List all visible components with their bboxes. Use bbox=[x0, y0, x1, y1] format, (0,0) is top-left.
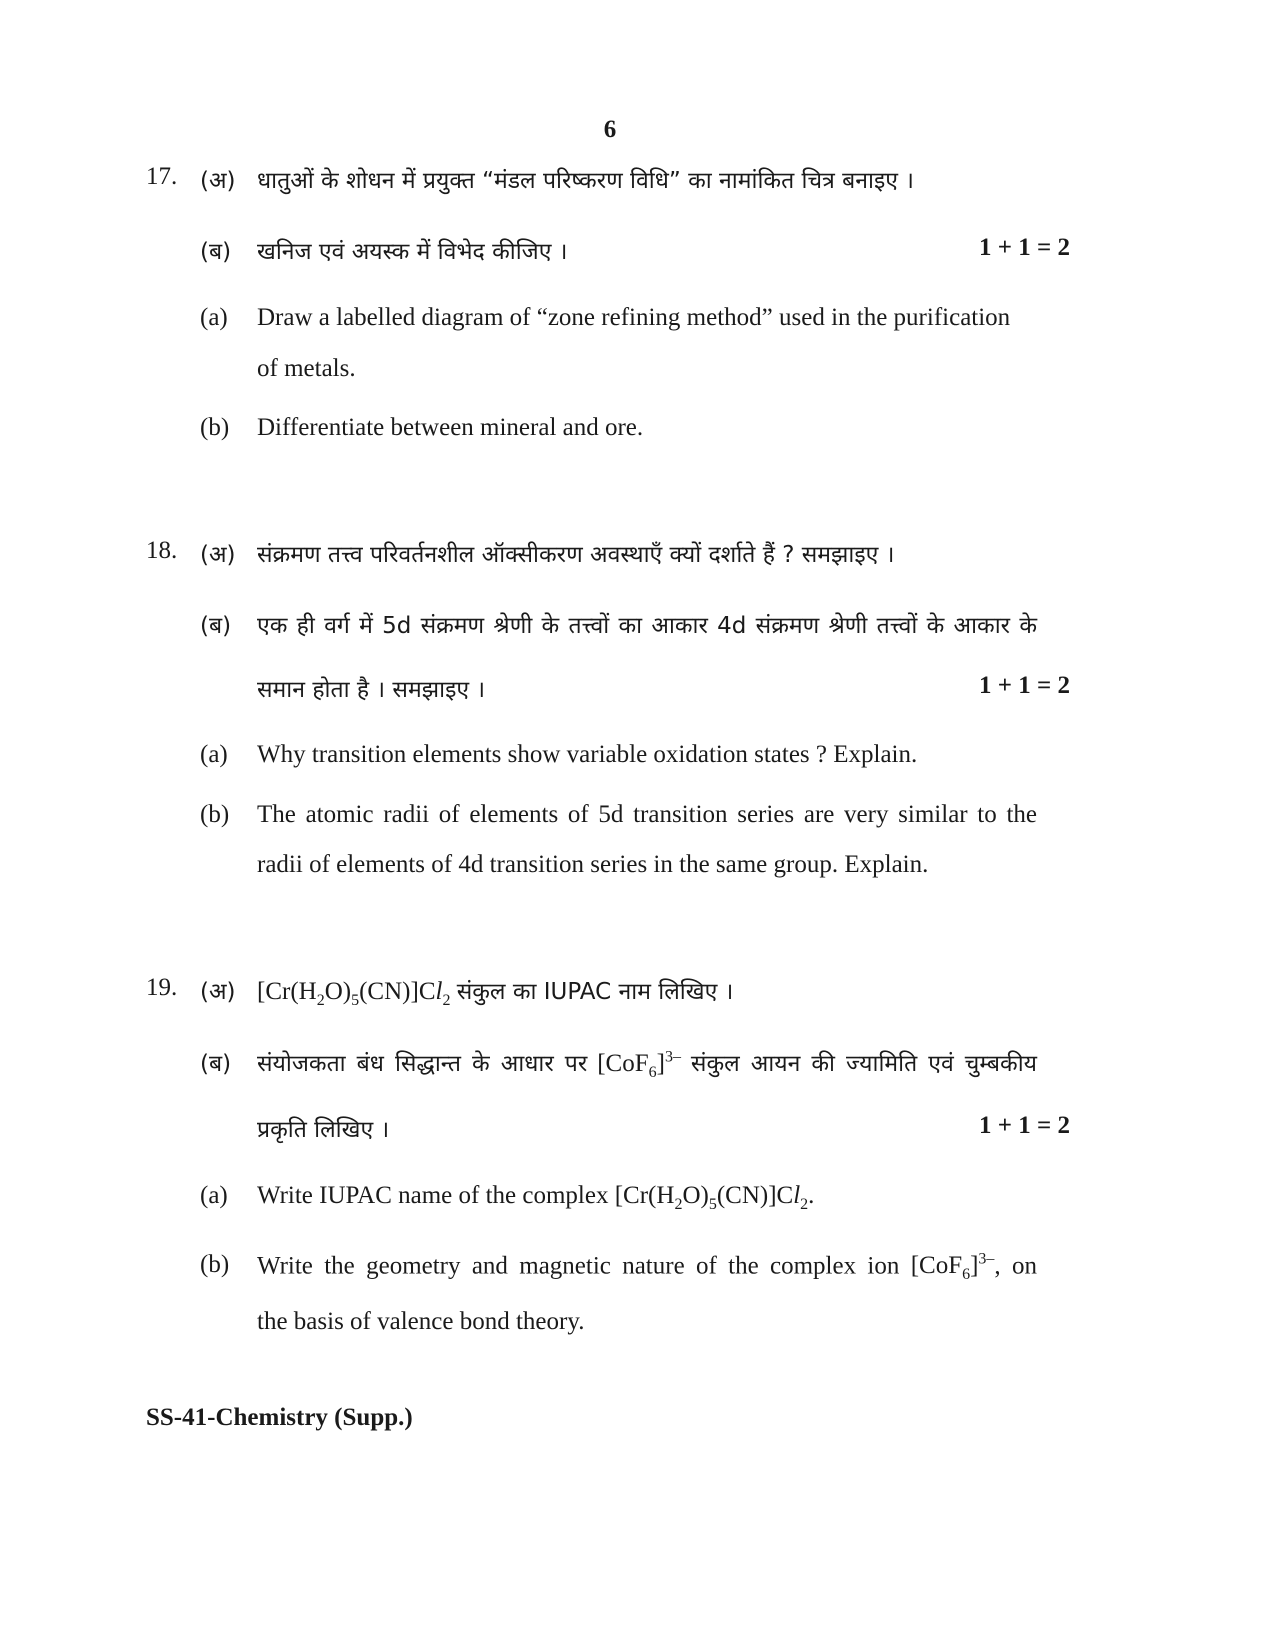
question-text: समान होता है । समझाइए । bbox=[257, 677, 486, 703]
question-text: एक ही वर्ग में 5d संक्रमण श्रेणी के तत्त्वों का आकार 4d संक्रमण श्रेणी तत्त्वों के आकार के bbox=[257, 613, 1037, 639]
q19-english-b-cont bbox=[0, 1308, 1275, 1348]
part-label: (b) bbox=[200, 414, 230, 441]
question-text: $[Cr(H_2O)_5(CN)]Cl_2$ संकुल का IUPAC नाम लिखिए । bbox=[257, 978, 734, 1009]
marks: 1 + 1 = 2 bbox=[979, 234, 1070, 261]
q19-english-b bbox=[0, 1251, 1275, 1291]
question-text: of metals. bbox=[257, 355, 356, 382]
q18-english-b-cont bbox=[0, 851, 1275, 891]
chemical-formula: $[CoF_6]^{3-}$ bbox=[910, 1251, 995, 1284]
q18-english-a bbox=[0, 741, 1275, 781]
question-text: Draw a labelled diagram of “zone refining method” used in the purification bbox=[257, 304, 1011, 331]
question-text: खनिज एवं अयस्क में विभेद कीजिए । bbox=[257, 239, 568, 265]
q18-english-b bbox=[0, 801, 1275, 841]
part-label: (b) bbox=[200, 1251, 230, 1278]
part-label: (a) bbox=[200, 1182, 228, 1209]
q19-hindi-b bbox=[0, 1046, 1275, 1086]
part-label: (अ) bbox=[200, 542, 236, 568]
question-text: The atomic radii of elements of 5d transition series are very similar to the bbox=[257, 801, 1037, 828]
question-text: the basis of valence bond theory. bbox=[257, 1308, 585, 1335]
question-text: प्रकृति लिखिए । bbox=[257, 1117, 390, 1143]
question-number: 19. bbox=[146, 974, 178, 1001]
part-label: (a) bbox=[200, 304, 228, 331]
part-label: (अ) bbox=[200, 168, 236, 194]
part-label: (b) bbox=[200, 801, 230, 828]
question-number: 18. bbox=[146, 537, 178, 564]
question-text: Write the geometry and magnetic nature of the complex ion $[CoF_6]^{3-}$, on bbox=[257, 1251, 1037, 1284]
question-text: संयोजकता बंध सिद्धान्त के आधार पर $[CoF_6]^{3-}$ संकुल आयन की ज्यामिति एवं चुम्बकीय bbox=[257, 1048, 1037, 1081]
question-text: Write IUPAC name of the complex $[Cr(H_2O)_5(CN)]Cl_2$. bbox=[257, 1182, 815, 1213]
q18-hindi-a bbox=[0, 537, 1275, 577]
chemical-formula: $[Cr(H_2O)_5(CN)]Cl_2$ bbox=[614, 1182, 809, 1213]
question-text: संक्रमण तत्त्व परिवर्तनशील ऑक्सीकरण अवस्थाएँ क्यों दर्शाते हैं ? समझाइए । bbox=[257, 542, 895, 568]
q19-hindi-b-cont bbox=[0, 1112, 1275, 1152]
part-label: (अ) bbox=[200, 979, 236, 1005]
q18-hindi-b bbox=[0, 608, 1275, 648]
q17-hindi-b bbox=[0, 234, 1275, 274]
question-text: Differentiate between mineral and ore. bbox=[257, 414, 644, 441]
q17-english-a bbox=[0, 304, 1275, 344]
paper-code-footer: SS-41-Chemistry (Supp.) bbox=[146, 1404, 413, 1431]
part-label: (ब) bbox=[200, 239, 232, 265]
part-label: (a) bbox=[200, 741, 228, 768]
part-label: (ब) bbox=[200, 613, 232, 639]
part-label: (ब) bbox=[200, 1051, 232, 1077]
question-text: radii of elements of 4d transition series in the same group. Explain. bbox=[257, 851, 929, 878]
chemical-formula: $[CoF_6]^{3-}$ bbox=[597, 1048, 681, 1081]
question-number: 17. bbox=[146, 163, 178, 190]
q17-english-a-cont bbox=[0, 355, 1275, 395]
q19-hindi-a bbox=[0, 974, 1275, 1014]
q17-hindi-a bbox=[0, 163, 1275, 203]
chemical-formula: $[Cr(H_2O)_5(CN)]Cl_2$ bbox=[257, 978, 451, 1009]
question-text: धातुओं के शोधन में प्रयुक्त “मंडल परिष्करण विधि” का नामांकित चित्र बनाइए । bbox=[257, 168, 914, 194]
q19-english-a bbox=[0, 1182, 1275, 1222]
q17-english-b bbox=[0, 414, 1275, 454]
marks: 1 + 1 = 2 bbox=[979, 672, 1070, 699]
marks: 1 + 1 = 2 bbox=[979, 1112, 1070, 1139]
page-number: 6 bbox=[603, 116, 617, 143]
q18-hindi-b-cont bbox=[0, 672, 1275, 712]
question-text: Why transition elements show variable oxidation states ? Explain. bbox=[257, 741, 918, 768]
